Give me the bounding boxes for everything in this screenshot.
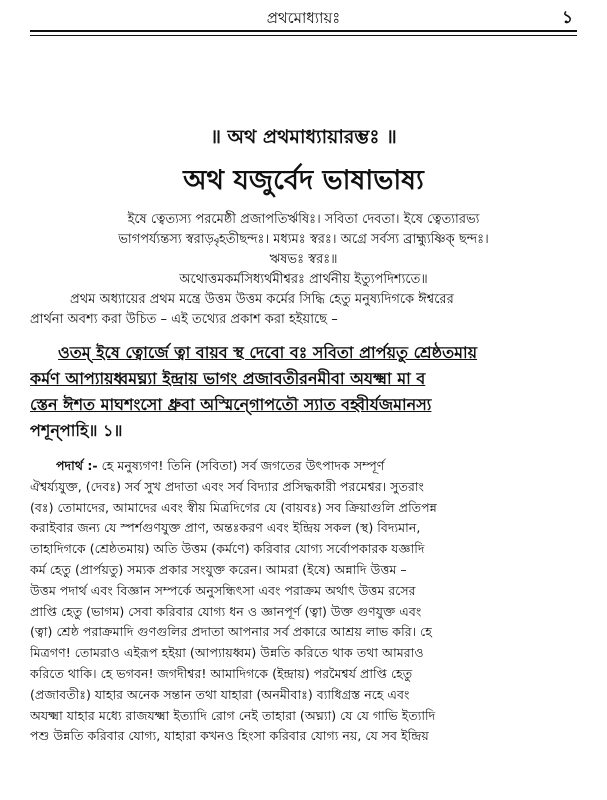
intro-line: অথোত্তমকর্মসিধ্যর্থমীশ্বরঃ প্রার্থনীয় ইত্যুপদিশ্যতে॥ xyxy=(179,272,428,287)
padartha-line: উত্তম পদার্থ এবং বিজ্ঞান সম্পর্কে অনুসন্ধিৎসা এবং পরাক্রম অর্থাৎ উত্তম রসের xyxy=(30,582,416,598)
padartha-line: পশু উন্নতি করিবার যোগ্য, যাহারা কখনও হিংসা করিবার যোগ্য নয়, যে সব ইন্দ্রিয় xyxy=(30,728,429,744)
page-title: অথ যজুর্বেদ ভাষাভাষ্য xyxy=(183,165,424,196)
mantra-line: ওতম্ ইষে ত্বোর্জে ত্বা বায়ব স্থ দেবো বঃ সবিতা প্রার্পয়তু শ্রেষ্ঠতমায় xyxy=(58,343,478,362)
padartha-line: তাহাদিগকে (শ্রেষ্ঠতমায়) অতি উত্তম (কর্মণে) করিবার যোগ্য সর্বোপকারক যজ্ঞাদি xyxy=(30,541,425,557)
intro-line: প্রার্থনা অবশ্য করা উচিত – এই তথ্যের প্রকাশ করা হইয়াছে – xyxy=(30,312,338,327)
padartha-label: পদার্থ :- xyxy=(56,458,98,473)
header-rule-thin xyxy=(30,35,577,36)
padartha-line xyxy=(30,456,577,477)
padartha-line: করিতে থাকি। হে ভগবন! জগদীশ্বর! আমাদিগকে (ইন্দ্রায়) পরমৈশ্বর্য প্রাপ্তি হেতু xyxy=(30,665,413,681)
intro-line: ভাগপর্য্যন্তস্য স্বরাড়্বৃহতীছন্দঃ। মধ্যমঃ স্বরঃ। অগ্রে সর্বস্য ব্রাহ্ম্যুষ্ণিক্ ছন্দঃ। xyxy=(118,232,489,247)
intro-line: ঋষভঃ স্বরঃ॥ xyxy=(269,252,338,267)
page-header xyxy=(30,4,577,30)
padartha-line: করাইবার জন্য যে স্পর্শগুণযুক্ত প্রাণ, অন্তঃকরণ এবং ইন্দ্রিয় সকল (স্থ) বিদ্যমান, xyxy=(30,520,421,536)
intro-line: প্রথম অধ্যায়ের প্রথম মন্ত্রে উত্তম উত্তম কর্মের সিদ্ধি হেতু মনুষ্যদিগকে ঈশ্বরের xyxy=(70,292,454,307)
padartha-text: হে মনুষ্যগণ! তিনি (সবিতা) সর্ব জগতের উৎপাদক সম্পূর্ণ xyxy=(101,458,385,473)
padartha-line: মিত্রগণ! তোমরাও এইরূপ হইয়া (আপ্যায়ধ্বম) উন্নতি করিতে থাক তথা আমরাও xyxy=(30,645,424,661)
mantra-line: পশূন্পাহি॥ ১॥ xyxy=(30,421,123,440)
padartha-line: কর্ম হেতু (প্রার্পয়তু) সম্যক প্রকার সংযুক্ত করেন। আমরা (ইষে) অন্নাদি উত্তম – xyxy=(30,561,407,577)
padartha-line: অযক্ষ্মা যাহার মধ্যে রাজযক্ষ্মা ইত্যাদি রোগ নেই তাহারা (অঘ্ন্যা) যে যে গাভি ইত্যাদি xyxy=(30,707,436,723)
padartha-line: (প্রজাবতীঃ) যাহার অনেক সন্তান তথা যাহারা (অনমীবাঃ) ব্যাধিগ্রস্ত নহে এবং xyxy=(30,686,410,702)
header-rule-thick xyxy=(30,30,577,32)
padartha-block xyxy=(30,456,577,747)
page-number: ১ xyxy=(561,8,573,28)
intro-block xyxy=(30,210,577,330)
running-title: প্রথমোধ্যায়ঃ xyxy=(266,9,341,27)
chapter-heading: ॥ অথ প্রথমাধ্যায়ারম্ভঃ ॥ xyxy=(210,126,397,148)
mantra-line: স্তেন ঈশত মাঘশংসো ধ্রুবা অস্মিন্গোপতৌ স্যাত বহ্বীর্যজমানস্য xyxy=(30,395,432,414)
padartha-line: প্রাপ্তি হেতু (ভাগম) সেবা করিবার যোগ্য ধন ও জ্ঞানপূর্ণ (ত্বা) উক্ত গুণযুক্ত এবং xyxy=(30,603,422,619)
padartha-line: ঐশ্বর্য্যযুক্ত, (দেবঃ) সর্ব সুখ প্রদাতা এবং সর্ব বিদ্যার প্রসিদ্ধকারী পরমেশ্বর। সুতরাং xyxy=(30,478,424,494)
mantra-block xyxy=(30,340,577,444)
padartha-line: (বঃ) তোমাদের, আমাদের এবং স্বীয় মিত্রদিগের যে (বায়বঃ) সব ক্রিয়াগুলি প্রতিপন্ন xyxy=(30,499,437,515)
intro-line: ইষে ত্বেত্যস্য পরমেষ্ঠী প্রজাপতির্ঋষিঃ। সবিতা দেবতা। ইষে ত্বেত্যারভ্য xyxy=(127,212,480,227)
mantra-line: কর্মণ আপ্যায়ধ্বমঘ্ন্যা ইন্দ্রায় ভাগং প্রজাবতীরনমীবা অযক্ষ্মা মা ব xyxy=(30,369,426,388)
padartha-line: (ত্বা) শ্রেষ্ঠ পরাক্রমাদি গুণগুলির প্রদাতা আপনার সর্ব প্রকারে আশ্রয় লাভ করি। হে xyxy=(30,624,432,640)
